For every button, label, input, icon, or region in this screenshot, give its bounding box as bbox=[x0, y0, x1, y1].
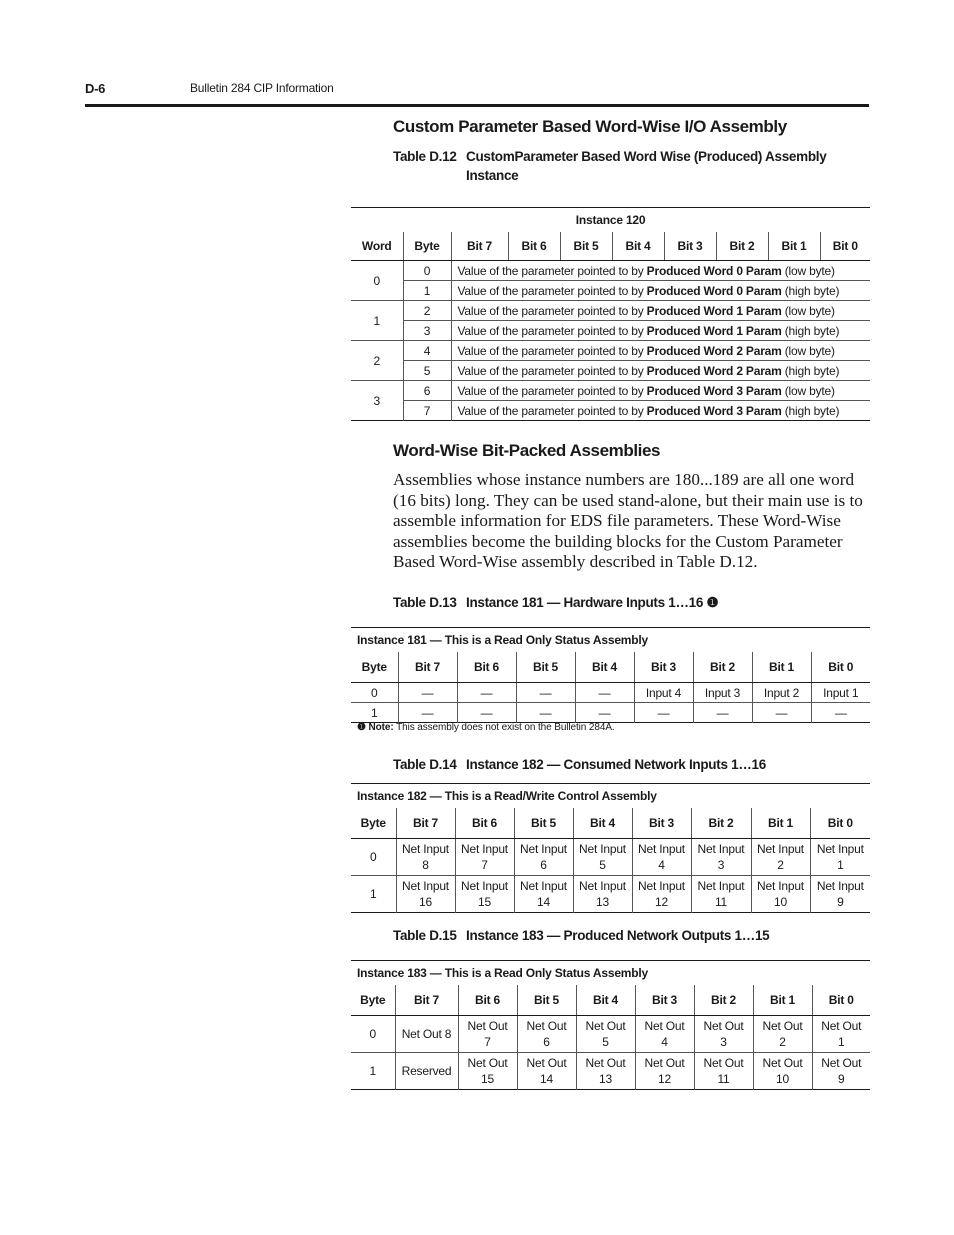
param-name: Produced Word 1 Param bbox=[646, 303, 782, 318]
table-row bbox=[351, 703, 870, 723]
column-header: Byte bbox=[403, 232, 451, 261]
table-d13-caption bbox=[393, 593, 718, 612]
cell-line: 13 bbox=[596, 895, 609, 909]
param-name: Produced Word 0 Param bbox=[646, 263, 782, 278]
table-row bbox=[351, 301, 870, 321]
page-number: D-6 bbox=[85, 81, 106, 96]
table-d13 bbox=[351, 627, 870, 723]
cell-line: 1 bbox=[369, 1064, 376, 1078]
column-header: Bit 7 bbox=[398, 652, 457, 683]
value-prefix: Value of the parameter pointed to by bbox=[457, 323, 647, 338]
bit-cell bbox=[395, 1053, 458, 1090]
cell-line: Net Out bbox=[821, 1056, 862, 1070]
value-cell bbox=[451, 261, 870, 281]
value-suffix: (high byte) bbox=[781, 363, 840, 378]
column-header: Word bbox=[351, 232, 403, 261]
bit-cell bbox=[753, 1053, 812, 1090]
bit-cell bbox=[635, 1053, 694, 1090]
param-name: Produced Word 0 Param bbox=[646, 283, 782, 298]
cell-line: 6 bbox=[543, 1035, 550, 1049]
column-header: Bit 6 bbox=[457, 652, 516, 683]
cell-line: Net Input bbox=[402, 879, 449, 893]
bit-cell bbox=[396, 876, 455, 913]
table-label: Table D.13 bbox=[393, 595, 457, 610]
cell-line: 2 bbox=[779, 1035, 786, 1049]
value-prefix: Value of the parameter pointed to by bbox=[457, 283, 647, 298]
bit-cell bbox=[810, 839, 870, 876]
cell-line: Net Out bbox=[467, 1019, 508, 1033]
value-cell bbox=[451, 321, 870, 341]
word-cell: 2 bbox=[351, 341, 403, 381]
running-title: Bulletin 284 CIP Information bbox=[190, 81, 334, 95]
cell-line: Net Out bbox=[644, 1019, 685, 1033]
byte-cell bbox=[351, 1053, 395, 1090]
column-header: Bit 5 bbox=[516, 652, 575, 683]
value-suffix: (low byte) bbox=[781, 303, 835, 318]
column-header: Bit 1 bbox=[768, 232, 820, 261]
cell-line: Net Out 8 bbox=[401, 1027, 452, 1041]
cell-line: 14 bbox=[540, 1072, 553, 1086]
instance-header: Instance 120 bbox=[575, 213, 646, 227]
table-d14 bbox=[351, 783, 870, 913]
value-prefix: Value of the parameter pointed to by bbox=[457, 263, 647, 278]
cell-line: 5 bbox=[599, 858, 606, 872]
cell-line: 9 bbox=[837, 895, 844, 909]
table-note bbox=[357, 722, 615, 733]
value-suffix: (low byte) bbox=[781, 263, 835, 278]
column-header: Bit 5 bbox=[517, 985, 576, 1016]
bit-cell: — bbox=[811, 703, 870, 723]
column-header: Bit 1 bbox=[752, 652, 811, 683]
cell-line: 1 bbox=[838, 1035, 845, 1049]
column-header: Bit 2 bbox=[693, 652, 752, 683]
column-header-row bbox=[351, 232, 870, 261]
cell-line: Net Out bbox=[585, 1019, 626, 1033]
column-header: Bit 1 bbox=[753, 985, 812, 1016]
cell-line: 6 bbox=[540, 858, 547, 872]
cell-line: 16 bbox=[419, 895, 432, 909]
value-prefix: Value of the parameter pointed to by bbox=[457, 383, 647, 398]
byte-cell: 6 bbox=[403, 381, 451, 401]
cell-line: Net Input bbox=[520, 879, 567, 893]
table-d12-caption bbox=[393, 147, 863, 185]
table-row bbox=[351, 1016, 870, 1053]
cell-line: 11 bbox=[717, 1072, 730, 1086]
cell-line: 3 bbox=[717, 858, 725, 872]
cell-line: 12 bbox=[655, 895, 668, 909]
param-name: Produced Word 2 Param bbox=[646, 363, 782, 378]
table-row bbox=[351, 361, 870, 381]
value-suffix: (high byte) bbox=[781, 403, 840, 418]
bit-cell: Input 1 bbox=[811, 683, 870, 703]
column-header: Bit 5 bbox=[560, 232, 612, 261]
value-prefix: Value of the parameter pointed to by bbox=[457, 403, 647, 418]
cell-line: 7 bbox=[484, 1035, 491, 1049]
cell-line: Net Input bbox=[520, 842, 567, 856]
bit-cell bbox=[694, 1016, 753, 1053]
table-d15-caption bbox=[393, 926, 769, 945]
bit-cell bbox=[458, 1016, 517, 1053]
cell-line: 11 bbox=[714, 895, 728, 909]
cell-line: Net Out bbox=[703, 1056, 744, 1070]
cell-line: Reserved bbox=[401, 1064, 452, 1078]
param-name: Produced Word 3 Param bbox=[646, 383, 782, 398]
bit-cell: — bbox=[575, 683, 634, 703]
bit-cell: — bbox=[575, 703, 634, 723]
value-suffix: (low byte) bbox=[781, 343, 835, 358]
table-row bbox=[351, 839, 870, 876]
cell-line: 3 bbox=[720, 1035, 727, 1049]
cell-line: Net Input bbox=[638, 879, 685, 893]
bit-cell bbox=[455, 876, 514, 913]
column-header: Bit 3 bbox=[635, 985, 694, 1016]
column-header: Bit 0 bbox=[810, 808, 870, 839]
byte-cell bbox=[351, 839, 396, 876]
table-d12 bbox=[351, 207, 870, 421]
bit-cell bbox=[395, 1016, 458, 1053]
column-header: Bit 2 bbox=[716, 232, 768, 261]
bit-cell: — bbox=[752, 703, 811, 723]
cell-line: Net Out bbox=[762, 1019, 803, 1033]
param-name: Produced Word 2 Param bbox=[646, 343, 782, 358]
value-suffix: (high byte) bbox=[781, 283, 840, 298]
column-header: Byte bbox=[351, 985, 395, 1016]
column-header-row bbox=[351, 652, 870, 683]
cell-line: 9 bbox=[838, 1072, 845, 1086]
cell-line: 15 bbox=[481, 1072, 494, 1086]
bit-cell bbox=[691, 876, 751, 913]
table-row bbox=[351, 381, 870, 401]
bit-cell bbox=[753, 1016, 812, 1053]
bit-cell bbox=[576, 1053, 635, 1090]
table-row bbox=[351, 401, 870, 421]
value-prefix: Value of the parameter pointed to by bbox=[457, 303, 647, 318]
column-header: Bit 1 bbox=[751, 808, 810, 839]
bit-cell: Input 4 bbox=[634, 683, 693, 703]
param-name: Produced Word 1 Param bbox=[646, 323, 782, 338]
cell-line: 14 bbox=[537, 895, 550, 909]
bit-cell: — bbox=[457, 703, 516, 723]
byte-cell: 0 bbox=[403, 261, 451, 281]
cell-line: Net Out bbox=[821, 1019, 862, 1033]
bit-cell bbox=[810, 876, 870, 913]
bit-cell: — bbox=[693, 703, 752, 723]
bit-cell: — bbox=[457, 683, 516, 703]
table-caption-row: Instance 181 — This is a Read Only Status Assembly bbox=[357, 633, 649, 647]
byte-cell: 7 bbox=[403, 401, 451, 421]
cell-line: 1 bbox=[837, 858, 844, 872]
table-title: Instance 183 — Produced Network Outputs 1…15 bbox=[466, 928, 770, 943]
bit-cell bbox=[691, 839, 751, 876]
bit-cell bbox=[812, 1016, 870, 1053]
bit-cell bbox=[694, 1053, 753, 1090]
value-suffix: (low byte) bbox=[781, 383, 835, 398]
cell-line: Net Input bbox=[697, 879, 745, 893]
cell-line: Net Out bbox=[703, 1019, 744, 1033]
bit-cell: — bbox=[398, 703, 457, 723]
cell-line: 10 bbox=[776, 1072, 789, 1086]
column-header: Bit 6 bbox=[458, 985, 517, 1016]
table-label: Table D.14 bbox=[393, 757, 457, 772]
value-prefix: Value of the parameter pointed to by bbox=[457, 343, 647, 358]
param-name: Produced Word 3 Param bbox=[646, 403, 782, 418]
bit-cell bbox=[514, 839, 573, 876]
word-cell: 0 bbox=[351, 261, 403, 301]
table-row bbox=[351, 1053, 870, 1090]
cell-line: Net Out bbox=[526, 1056, 567, 1070]
bit-cell bbox=[396, 839, 455, 876]
column-header-row bbox=[351, 808, 870, 839]
table-label: Table D.12 bbox=[393, 149, 457, 164]
value-cell bbox=[451, 301, 870, 321]
value-cell bbox=[451, 401, 870, 421]
byte-cell: 3 bbox=[403, 321, 451, 341]
column-header: Bit 4 bbox=[576, 985, 635, 1016]
column-header: Bit 2 bbox=[691, 808, 751, 839]
value-cell bbox=[451, 341, 870, 361]
cell-line: 2 bbox=[777, 858, 784, 872]
value-cell bbox=[451, 281, 870, 301]
table-d15 bbox=[351, 960, 870, 1090]
bit-cell: Input 3 bbox=[693, 683, 752, 703]
column-header: Bit 2 bbox=[694, 985, 753, 1016]
column-header: Bit 4 bbox=[573, 808, 632, 839]
table-caption-row: Instance 183 — This is a Read Only Status Assembly bbox=[357, 966, 649, 980]
column-header: Bit 5 bbox=[514, 808, 573, 839]
column-header: Bit 0 bbox=[820, 232, 870, 261]
cell-line: Net Input bbox=[579, 879, 626, 893]
cell-line: Net Input bbox=[697, 842, 745, 856]
table-title: Instance 181 — Hardware Inputs 1…16 ❶ bbox=[466, 595, 719, 610]
cell-line: Net Input bbox=[579, 842, 626, 856]
table-title: CustomParameter Based Word Wise (Produced) Assembly Instance bbox=[466, 149, 827, 183]
cell-line: 13 bbox=[599, 1072, 612, 1086]
bit-cell: — bbox=[634, 703, 693, 723]
cell-line: Net Input bbox=[816, 842, 864, 856]
byte-cell: 0 bbox=[371, 685, 378, 700]
bit-cell bbox=[573, 839, 632, 876]
value-cell bbox=[451, 361, 870, 381]
cell-line: 0 bbox=[369, 1027, 376, 1041]
bit-cell bbox=[458, 1053, 517, 1090]
word-cell: 1 bbox=[351, 301, 403, 341]
bit-cell bbox=[635, 1016, 694, 1053]
byte-cell: 1 bbox=[351, 703, 398, 723]
cell-line: 4 bbox=[658, 858, 665, 872]
table-row bbox=[351, 261, 870, 281]
bit-cell bbox=[576, 1016, 635, 1053]
bit-cell bbox=[812, 1053, 870, 1090]
table-row bbox=[351, 876, 870, 913]
bit-cell bbox=[514, 876, 573, 913]
bit-cell: — bbox=[516, 683, 575, 703]
column-header: Bit 6 bbox=[455, 808, 514, 839]
cell-line: 7 bbox=[481, 858, 488, 872]
bit-cell bbox=[517, 1016, 576, 1053]
column-header: Bit 7 bbox=[396, 808, 455, 839]
column-header: Bit 7 bbox=[451, 232, 508, 261]
cell-line: Net Out bbox=[762, 1056, 803, 1070]
cell-line: Net Input bbox=[757, 879, 804, 893]
bit-cell: — bbox=[398, 683, 457, 703]
cell-line: 10 bbox=[774, 895, 787, 909]
cell-line: Net Input bbox=[757, 842, 804, 856]
cell-line: 5 bbox=[602, 1035, 609, 1049]
byte-cell: 1 bbox=[403, 281, 451, 301]
word-cell: 3 bbox=[351, 381, 403, 421]
bit-cell bbox=[632, 876, 691, 913]
column-header: Bit 6 bbox=[508, 232, 560, 261]
column-header: Bit 0 bbox=[812, 985, 870, 1016]
table-d14-caption bbox=[393, 755, 766, 774]
cell-line: Net Out bbox=[467, 1056, 508, 1070]
byte-cell: 2 bbox=[403, 301, 451, 321]
cell-line: 4 bbox=[661, 1035, 668, 1049]
value-cell bbox=[451, 381, 870, 401]
cell-line: Net Out bbox=[585, 1056, 626, 1070]
page-header bbox=[85, 80, 869, 107]
table-caption-row: Instance 182 — This is a Read/Write Control Assembly bbox=[357, 789, 657, 803]
bit-cell bbox=[632, 839, 691, 876]
column-header: Bit 4 bbox=[612, 232, 664, 261]
cell-line: Net Out bbox=[526, 1019, 567, 1033]
note-text: This assembly does not exist on the Bulletin 284A. bbox=[393, 722, 615, 733]
cell-line: Net Input bbox=[638, 842, 685, 856]
column-header: Bit 3 bbox=[664, 232, 716, 261]
bit-cell bbox=[573, 876, 632, 913]
section-heading-custom-parameter: Custom Parameter Based Word-Wise I/O Assembly bbox=[393, 117, 787, 136]
section-heading-bit-packed: Word-Wise Bit-Packed Assemblies bbox=[393, 441, 661, 460]
cell-line: 8 bbox=[422, 858, 429, 872]
bit-cell bbox=[751, 839, 810, 876]
table-row bbox=[351, 281, 870, 301]
cell-line: Net Input bbox=[461, 842, 508, 856]
cell-line: Net Input bbox=[461, 879, 508, 893]
byte-cell: 4 bbox=[403, 341, 451, 361]
column-header: Byte bbox=[351, 652, 398, 683]
cell-line: Net Out bbox=[644, 1056, 685, 1070]
cell-line: Net Input bbox=[402, 842, 449, 856]
column-header: Bit 3 bbox=[634, 652, 693, 683]
byte-cell: 5 bbox=[403, 361, 451, 381]
column-header: Bit 4 bbox=[575, 652, 634, 683]
column-header: Bit 0 bbox=[811, 652, 870, 683]
table-row bbox=[351, 683, 870, 703]
column-header-row bbox=[351, 985, 870, 1016]
cell-line: 1 bbox=[370, 887, 377, 901]
bit-cell: Input 2 bbox=[752, 683, 811, 703]
byte-cell bbox=[351, 1016, 395, 1053]
value-prefix: Value of the parameter pointed to by bbox=[457, 363, 647, 378]
byte-cell bbox=[351, 876, 396, 913]
cell-line: 15 bbox=[478, 895, 491, 909]
value-suffix: (high byte) bbox=[781, 323, 840, 338]
cell-line: 12 bbox=[658, 1072, 671, 1086]
bit-cell: — bbox=[516, 703, 575, 723]
column-header: Bit 3 bbox=[632, 808, 691, 839]
cell-line: 0 bbox=[370, 850, 377, 864]
table-row bbox=[351, 341, 870, 361]
table-title: Instance 182 — Consumed Network Inputs 1…16 bbox=[466, 757, 766, 772]
bit-cell bbox=[455, 839, 514, 876]
table-label: Table D.15 bbox=[393, 928, 457, 943]
body-paragraph: Assemblies whose instance numbers are 180...189 are all one word (16 bits) long. They can be used stand-alone, but their main use is to assemble information for EDS file parameters. These Word-Wise assemblies become the building blocks for the Custom Parameter Based Word-Wise assembly described in Table D.12. bbox=[393, 470, 863, 571]
column-header: Byte bbox=[351, 808, 396, 839]
note-marker: ❶ Note: bbox=[357, 722, 394, 733]
cell-line: Net Input bbox=[816, 879, 864, 893]
column-header: Bit 7 bbox=[395, 985, 458, 1016]
bit-cell bbox=[517, 1053, 576, 1090]
bit-cell bbox=[751, 876, 810, 913]
table-row bbox=[351, 321, 870, 341]
